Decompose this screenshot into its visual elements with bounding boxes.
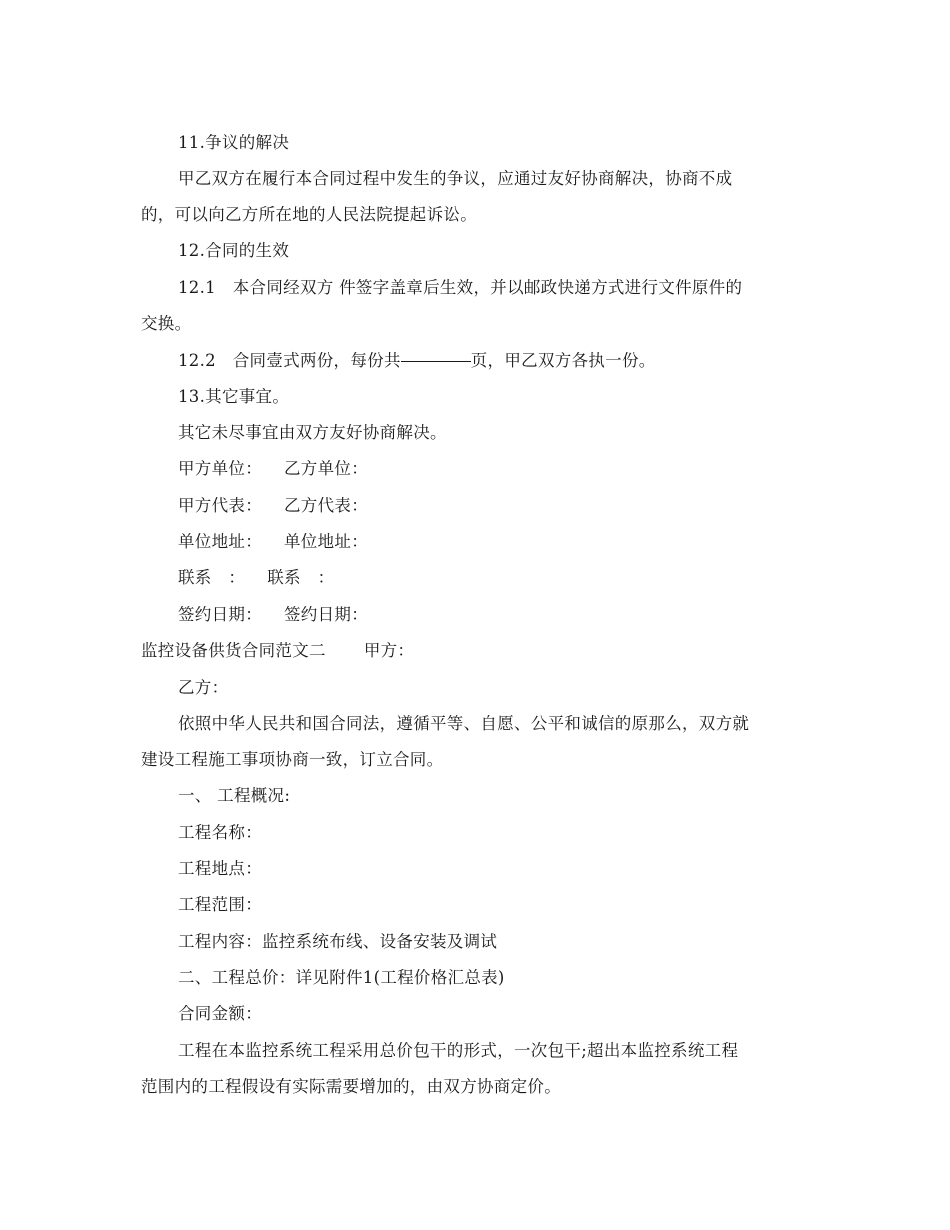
project-content: 工程内容：监控系统布线、设备安装及调试 (178, 932, 498, 951)
signature-contact-row (141, 560, 831, 596)
section-11-heading: 11.争议的解决 (178, 133, 290, 152)
pricing-line-2: 范围内的工程假设有实际需要增加的，由双方协商定价。 (141, 1077, 561, 1096)
signature-date-row (141, 597, 831, 633)
party-b-rep-label: 乙方代表： (284, 496, 368, 515)
pricing-line-1: 工程在本监控系统工程采用总价包干的形式，一次包干;超出本监控系统工程 (178, 1041, 739, 1060)
party-b-contact-label: 联系 ： (267, 568, 335, 587)
clause-12-2-prefix: 12.2 合同壹式两份，每份共 (178, 351, 401, 370)
section-11-text-line-1: 甲乙双方在履行本合同过程中发生的争议，应通过友好协商解决，协商不成 (178, 169, 733, 188)
project-scope-label: 工程范围： (178, 895, 262, 914)
section-1-heading: 一、 工程概况: (178, 786, 291, 805)
section-13-text: 其它未尽事宜由双方友好协商解决。 (178, 423, 447, 442)
party-b-date-label: 签约日期： (284, 605, 368, 624)
party-a-address-label: 单位地址： (178, 532, 262, 551)
contract-amount-label: 合同金额： (178, 1004, 262, 1023)
party-a-unit-label: 甲方单位： (178, 459, 262, 478)
clause-12-2 (141, 343, 831, 379)
clause-12-1-line-2: 交换。 (141, 314, 192, 333)
party-a-contact-label: 联系 ： (178, 568, 246, 587)
signature-address-row (141, 524, 831, 560)
doc2-party-b-label: 乙方： (178, 678, 229, 697)
party-a-date-label: 签约日期： (178, 605, 262, 624)
section-2-heading: 二、工程总价：详见附件1(工程价格汇总表) (178, 968, 505, 987)
project-location-label: 工程地点： (178, 859, 262, 878)
party-b-unit-label: 乙方单位： (284, 459, 368, 478)
doc2-title-row (141, 633, 831, 669)
party-a-rep-label: 甲方代表： (178, 496, 262, 515)
project-name-label: 工程名称： (178, 823, 262, 842)
clause-12-1-line-1: 12.1 本合同经双方 件签字盖章后生效，并以邮政快递方式进行文件原件的 (178, 278, 743, 297)
clause-12-2-suffix: 页，甲乙双方各执一份。 (470, 351, 656, 370)
page-count-blank (401, 360, 471, 362)
doc2-party-a-label: 甲方： (363, 641, 415, 660)
section-12-heading: 12.合同的生效 (178, 241, 290, 260)
party-b-address-label: 单位地址： (284, 532, 368, 551)
section-11-text-line-2: 的，可以向乙方所在地的人民法院提起诉讼。 (141, 205, 477, 224)
doc2-intro-line-1: 依照中华人民共和国合同法，遵循平等、自愿、公平和诚信的原那么，双方就 (178, 714, 750, 733)
doc2-title: 监控设备供货合同范文二 (141, 641, 326, 660)
signature-unit-row (141, 451, 831, 487)
doc2-intro-line-2: 建设工程施工事项协商一致，订立合同。 (141, 750, 444, 769)
signature-rep-row (141, 488, 831, 524)
section-13-heading: 13.其它事宜。 (178, 387, 290, 406)
